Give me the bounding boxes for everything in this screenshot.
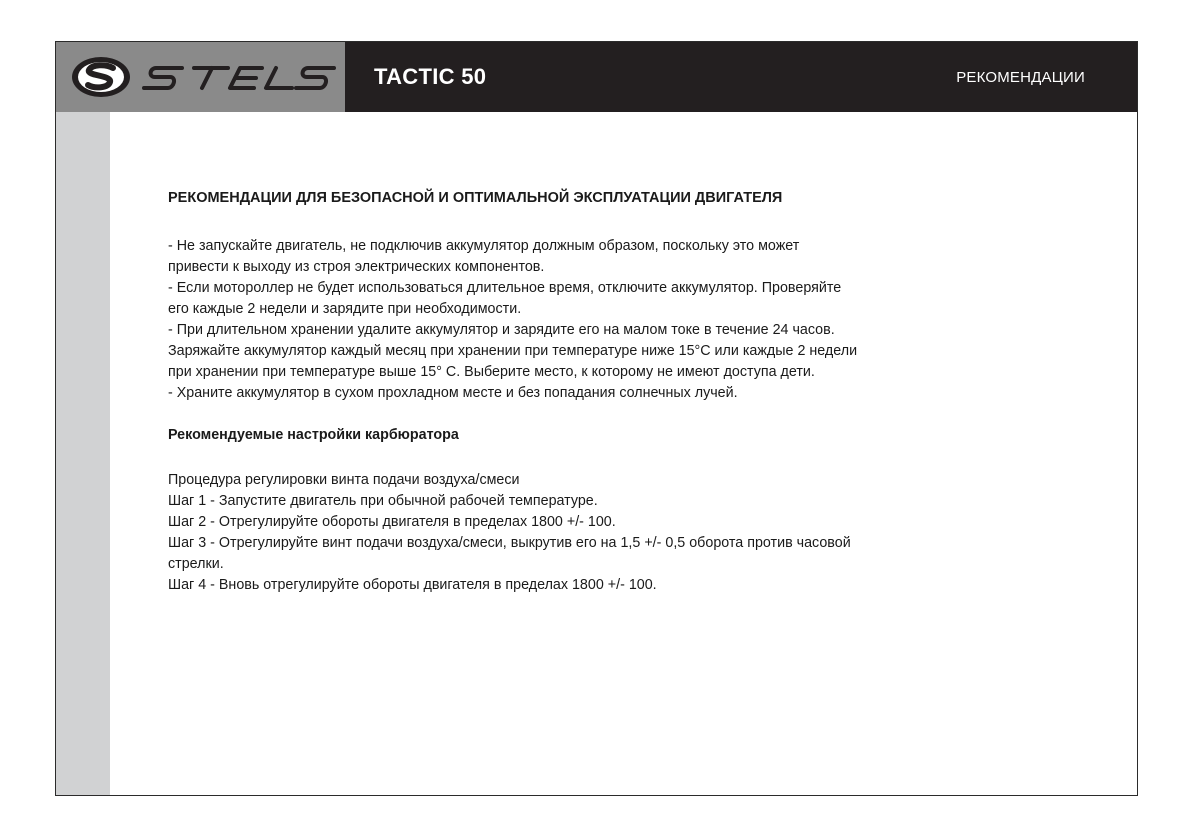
- content: [168, 188, 1088, 596]
- carburetor-heading: Рекомендуемые настройки карбюратора: [168, 427, 459, 443]
- step-line: Процедура регулировки винта подачи воздуха/смеси: [168, 472, 520, 488]
- page-heading: РЕКОМЕНДАЦИИ ДЛЯ БЕЗОПАСНОЙ И ОПТИМАЛЬНОЙ ЭКСПЛУАТАЦИИ ДВИГАТЕЛЯ: [168, 190, 783, 206]
- brand-logo: [56, 42, 345, 112]
- text-line: - Храните аккумулятор в сухом прохладном месте и без попадания солнечных лучей.: [168, 385, 738, 401]
- text-line: его каждые 2 недели и зарядите при необходимости.: [168, 301, 522, 317]
- step-line: Шаг 1 - Запустите двигатель при обычной рабочей температуре.: [168, 493, 598, 509]
- text-line: - Если мотороллер не будет использоваться длительное время, отключите аккумулятор. Проверяйте: [168, 280, 842, 296]
- step-line: стрелки.: [168, 556, 224, 572]
- side-bar: [56, 112, 110, 796]
- page-header: [56, 42, 1137, 112]
- text-line: - При длительном хранении удалите аккумулятор и зарядите его на малом токе в течение 24 часов.: [168, 322, 835, 338]
- text-line: при хранении при температуре выше 15° С. Выберите место, к которому не имеют доступа дети.: [168, 364, 815, 380]
- model-title: TACTIC 50: [374, 64, 487, 89]
- stels-wordmark: [142, 62, 338, 94]
- text-line: привести к выходу из строя электрических компонентов.: [168, 259, 545, 275]
- step-line: Шаг 2 - Отрегулируйте обороты двигателя в пределах 1800 +/- 100.: [168, 514, 616, 530]
- page-frame: [55, 41, 1138, 796]
- text-line: - Не запускайте двигатель, не подключив аккумулятор должным образом, поскольку это может: [168, 238, 800, 254]
- step-line: Шаг 4 - Вновь отрегулируйте обороты двигателя в пределах 1800 +/- 100.: [168, 577, 657, 593]
- text-line: Заряжайте аккумулятор каждый месяц при хранении при температуре ниже 15°С или каждые 2 недели: [168, 343, 858, 359]
- section-title: РЕКОМЕНДАЦИИ: [956, 69, 1085, 86]
- stels-emblem-icon: [70, 55, 132, 99]
- step-line: Шаг 3 - Отрегулируйте винт подачи воздуха/смеси, выкрутив его на 1,5 +/- 0,5 оборота против часовой: [168, 535, 851, 551]
